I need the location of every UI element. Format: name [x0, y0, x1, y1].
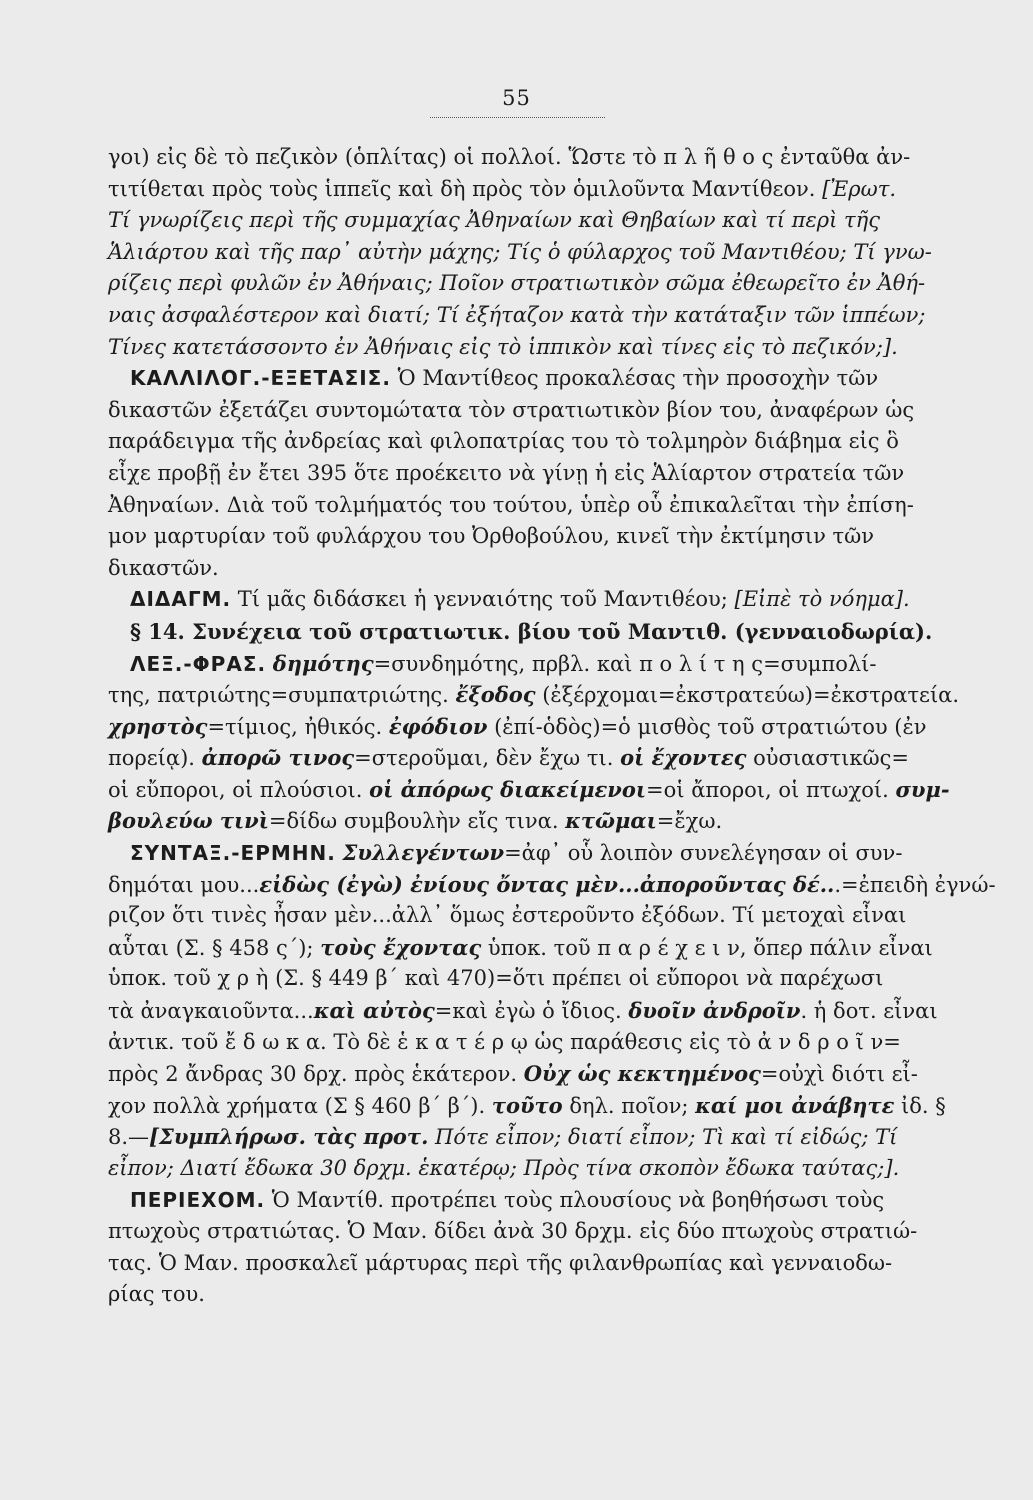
text-span: Ὁ Μαντίθεος προκαλέσας τὴν προσοχὴν τῶν: [390, 366, 879, 391]
text-span: ἰδ. §: [894, 1093, 946, 1118]
text-span: καὶ αὐτὸς: [313, 998, 435, 1024]
text-span: (ἐπί-ὁδὸς)=ὁ μισθὸς τοῦ στρατιώτου (ἐν: [487, 714, 927, 739]
text-span: Συλλεγέντων: [342, 840, 505, 866]
body-text: [108, 142, 996, 1311]
text-line: [108, 426, 928, 458]
text-span: μον μαρτυρίαν τοῦ φυλάρχου του Ὀρθοβούλου, κινεῖ τὴν ἐκτίμησιν τῶν: [108, 524, 875, 549]
text-span: τοὺς ἔχοντας: [320, 934, 482, 960]
text-span: =δίδω συμβουλὴν εἴς τινα.: [268, 809, 566, 834]
text-span: οἱ ἔχοντες: [620, 745, 747, 771]
text-span: ναις ἀσφαλέστερον καὶ διατί; Τί ἐξήταζον κατὰ τὴν κατάταξιν τῶν ἱππέων;: [108, 302, 926, 327]
text-line: [108, 837, 928, 869]
text-span: [Συμπλήρωσ. τὰς προτ.: [149, 1124, 429, 1150]
text-span: εἰδὼς (ἐγὼ) ἐνίους ὄντας μὲν...ἀποροῦντας δέ..: [259, 871, 835, 897]
text-span: ἔξοδος: [455, 682, 536, 708]
text-span: =οὐχὶ διότι εἶ-: [760, 1062, 918, 1087]
text-span: (ἐξέρχομαι=ἐκστρατεύω)=ἐκστρατεία.: [535, 683, 960, 708]
text-line: [108, 1121, 928, 1153]
text-span: ἀντικ. τοῦ ἔ δ ω κ α. Τὸ δὲ ἑ κ α τ έ ρ ῳ ὡς παράθεσις εἰς τὸ ἀ ν δ ρ ο ῖ ν=: [108, 1029, 901, 1054]
text-span: της, πατριώτης=συμπατριώτης.: [108, 683, 456, 708]
text-span: ἐφόδιον: [388, 713, 488, 739]
text-line: [108, 237, 932, 269]
text-line: [108, 1090, 946, 1122]
text-span: παράδειγμα τῆς ἀνδρείας καὶ φιλοπατρίας του τὸ τολμηρὸν διάβημα εἰς ὃ: [108, 429, 899, 454]
text-line: [108, 521, 928, 553]
text-span: ὑποκ. τοῦ χ ρ ὴ (Σ. § 449 β΄ καὶ 470)=ὅτι πρέπει οἱ εὔποροι νὰ παρέχωσι: [108, 966, 884, 991]
section-label: ΔΙΔΑΓΜ.: [130, 587, 232, 612]
text-line: [108, 300, 928, 332]
text-span: Ὁ Μαντίθ. προτρέπει τοὺς πλουσίους νὰ βοηθήσωσι τοὺς: [265, 1187, 885, 1212]
text-span: δυοῖν ἀνδροῖν: [628, 998, 801, 1024]
text-span: =συνδημότης, πρβλ. καὶ π ο λ ί τ η ς=συμπολί-: [373, 651, 877, 676]
text-span: αὗται (Σ. § 458 ς΄);: [108, 935, 321, 960]
text-span: Τίνες κατετάσσοντο ἐν Ἀθήναις εἰς τὸ ἱππικὸν καὶ τίνες εἰς τὸ πεζικόν;].: [108, 334, 898, 359]
text-line: [108, 332, 928, 364]
text-line: [108, 900, 928, 932]
text-span: =στεροῦμαι, δὲν ἔχω τι.: [354, 746, 621, 771]
text-line: [108, 268, 928, 300]
text-span: ρίας του.: [108, 1282, 205, 1307]
text-span: ὑποκ. τοῦ π α ρ έ χ ε ι ν, ὅπερ πάλιν εἶναι: [481, 935, 933, 960]
text-line: [108, 174, 928, 206]
text-line: [108, 1248, 928, 1280]
text-line: [108, 805, 928, 837]
text-span: δικαστῶν.: [108, 555, 219, 580]
text-line: [108, 553, 928, 585]
text-span: τιτίθεται πρὸς τοὺς ἱππεῖς καὶ δὴ πρὸς τὸν ὁμιλοῦντα Μαντίθεον.: [108, 176, 823, 201]
text-span: ἀπορῶ τινος: [201, 745, 355, 771]
text-span: Πότε εἶπον; διατί εἶπον; Τὶ καὶ τί εἰδώς; Τί: [428, 1125, 898, 1150]
text-span: =τίμιος, ἠθικός.: [207, 714, 389, 739]
text-span: Τί μᾶς διδάσκει ἡ γενναιότης τοῦ Μαντιθέου;: [231, 587, 735, 612]
text-line: [108, 869, 996, 901]
text-span: εἶπον; Διατί ἔδωκα 30 δρχμ. ἑκατέρῳ; Πρὸς τίνα σκοπὸν ἔδωκα ταύτας;].: [108, 1156, 900, 1180]
text-line: [108, 1058, 928, 1090]
text-line: [108, 458, 928, 490]
text-line: [108, 774, 950, 806]
text-line: [108, 1153, 928, 1185]
text-span: =ἀφ᾽ οὗ λοιπὸν συνελέγησαν οἱ συν-: [504, 841, 903, 866]
text-span: συμ-: [895, 776, 950, 802]
text-span: οἱ εὔποροι, οἱ πλούσιοι.: [108, 777, 370, 802]
text-line: [108, 679, 960, 711]
text-span: [Εἰπὲ τὸ νόημα].: [734, 587, 910, 612]
text-span: Ἁλιάρτου καὶ τῆς παρ᾽ αὐτὴν μάχης; Τίς ὁ φύλαρχος τοῦ Μαντιθέου; Τί γνω-: [108, 239, 932, 264]
page-number: 55: [502, 86, 531, 110]
section-label: ΠΕΡΙΕΧΟΜ.: [130, 1187, 266, 1212]
text-span: οἱ ἀπόρως διακείμενοι: [369, 776, 647, 802]
text-span: δημότης: [272, 650, 374, 676]
text-line: [108, 648, 928, 680]
text-line: [108, 1216, 928, 1248]
text-span: χρηστὸς: [108, 713, 208, 739]
text-span: =ἔχω.: [656, 809, 723, 834]
header-rule: [430, 117, 605, 118]
text-line: [108, 1279, 928, 1311]
text-span: χον πολλὰ χρήματα (Σ § 460 β΄ β΄).: [108, 1093, 492, 1118]
text-span: καί μοι ἀνάβητε: [695, 1092, 895, 1118]
text-span: πτωχοὺς στρατιώτας. Ὁ Μαν. δίδει ἀνὰ 30 δρχμ. εἰς δύο πτωχοὺς στρατιώ-: [108, 1219, 918, 1244]
text-span: .=ἐπειδὴ ἐγνώ-: [834, 872, 996, 897]
text-span: τοῦτο: [491, 1092, 563, 1118]
section-label: ΣΥΝΤΑΞ.-ΕΡΜΗΝ.: [130, 841, 336, 866]
text-line: [108, 995, 938, 1027]
text-span: βουλεύω τινὶ: [108, 808, 269, 834]
text-line: [108, 1185, 928, 1217]
text-line: [108, 742, 928, 774]
text-line: [108, 932, 933, 964]
text-span: =οἱ ἄποροι, οἱ πτωχοί.: [646, 777, 896, 802]
text-line: [108, 490, 928, 522]
text-span: δημόται μου...: [108, 872, 260, 897]
text-span: 8.—: [108, 1125, 150, 1150]
text-span: δηλ. ποῖον;: [562, 1093, 696, 1118]
text-span: τας. Ὁ Μαν. προσκαλεῖ μάρτυρας περὶ τῆς φιλανθρωπίας καὶ γενναιοδω-: [108, 1250, 893, 1275]
text-span: [Ἐρωτ.: [822, 176, 896, 201]
text-span: εἶχε προβῇ ἐν ἔτει 395 ὅτε προέκειτο νὰ γίνῃ ἡ εἰς Ἁλίαρτον στρατεία τῶν: [108, 460, 905, 485]
text-line: [108, 963, 928, 995]
text-span: πρὸς 2 ἄνδρας 30 δρχ. πρὸς ἑκάτερον.: [108, 1062, 524, 1087]
text-line: [108, 205, 928, 237]
section-heading: § 14. Συνέχεια τοῦ στρατιωτικ. βίου τοῦ Μαντιθ. (γενναιοδωρία).: [130, 618, 933, 644]
text-line: [108, 142, 928, 174]
text-line: [108, 616, 933, 648]
text-line: [108, 711, 928, 743]
text-span: πορείᾳ).: [108, 746, 202, 771]
text-line: [108, 1027, 928, 1059]
text-span: Ἀθηναίων. Διὰ τοῦ τολμήματός του τούτου, ὑπὲρ οὗ ἐπικαλεῖται τὴν ἐπίση-: [108, 492, 914, 517]
text-line: [108, 363, 928, 395]
text-span: [266, 652, 273, 676]
text-span: δικαστῶν ἐξετάζει συντομώτατα τὸν στρατιωτικὸν βίον του, ἀναφέρων ὡς: [108, 397, 915, 422]
text-span: =καὶ ἐγὼ ὁ ἴδιος.: [434, 999, 629, 1024]
text-span: οὐσιαστικῶς=: [746, 746, 910, 771]
text-span: τὰ ἀναγκαιοῦντα...: [108, 999, 314, 1024]
section-label: ΛΕΞ.-ΦΡΑΣ.: [130, 651, 267, 676]
section-label: ΚΑΛΛΙΛΟΓ.-ΕΞΕΤΑΣΙΣ.: [130, 366, 391, 391]
text-span: ρίζεις περὶ φυλῶν ἐν Ἀθήναις; Ποῖον στρατιωτικὸν σῶμα ἐθεωρεῖτο ἐν Ἀθή-: [108, 271, 926, 296]
text-span: . ἡ δοτ. εἶναι: [800, 999, 938, 1024]
text-line: [108, 395, 928, 427]
text-span: ριζον ὅτι τινὲς ἦσαν μὲν...ἀλλ᾽ ὅμως ἐστεροῦντο ἐξόδων. Τί μετοχαὶ εἶναι: [108, 903, 907, 928]
text-line: [108, 584, 928, 616]
text-span: γοι) εἰς δὲ τὸ πεζικὸν (ὁπλίτας) οἱ πολλοί. Ὥστε τὸ π λ ῆ θ ο ς ἐνταῦθα ἀν-: [108, 145, 911, 169]
text-span: [336, 841, 343, 865]
text-span: Τί γνωρίζεις περὶ τῆς συμμαχίας Ἀθηναίων καὶ Θηβαίων καὶ τί περὶ τῆς: [108, 208, 880, 233]
text-span: Οὐχ ὡς κεκτημένος: [523, 1061, 761, 1087]
text-span: κτῶμαι: [565, 808, 657, 834]
